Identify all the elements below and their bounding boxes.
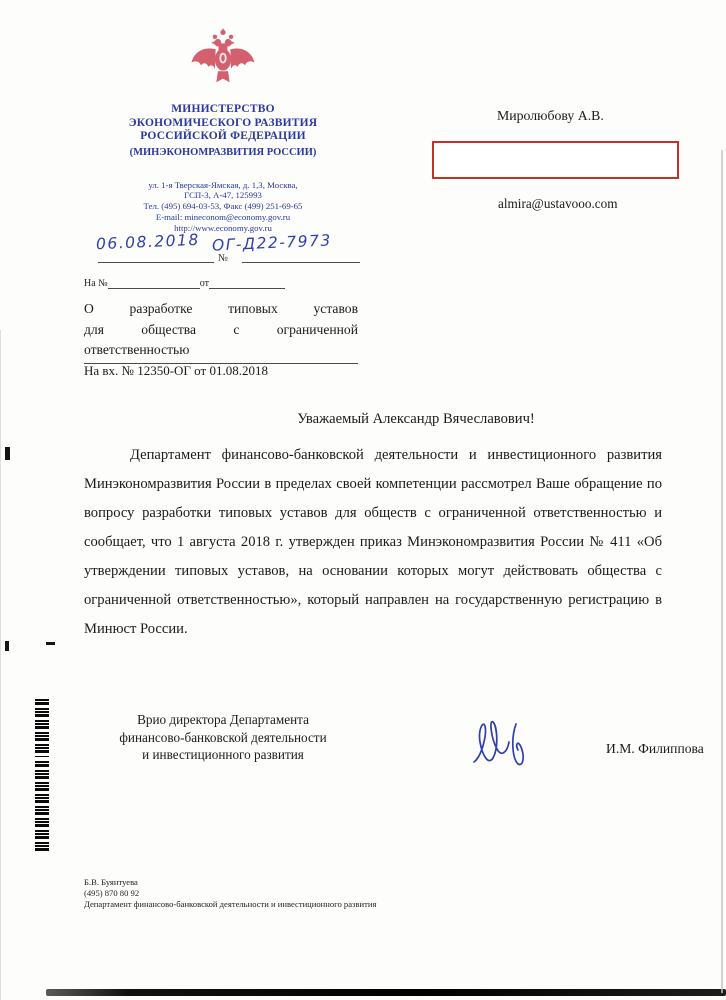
reference-number-row (84, 278, 362, 289)
scan-artifact (5, 641, 9, 651)
executor-phone: (495) 870 80 92 (84, 888, 140, 899)
scan-artifact (5, 447, 10, 460)
redaction-box (432, 141, 679, 179)
outgoing-number-row (84, 231, 362, 267)
subject-line: для общества с ограниченной (84, 321, 358, 337)
ministry-name-line: ЭКОНОМИЧЕСКОГО РАЗВИТИЯ (128, 116, 318, 129)
letter-body-paragraph: Департамент финансово-банковской деятельности и инвестиционного развития Минэкономразвития России в пределах своей компетенции рассмотрел Ваше обращение по вопросу разработки типовых уставов для обществ с ограниченной ответственностью и сообщает, что 1 августа 2018 г. утвержден приказ Минэкономразвития России № 411 «Об утверждении типовых уставов, на основании которых могут действовать общества с ограниченной ответственностью», который направлен на государственную регистрацию в Минюст России. (84, 447, 662, 637)
executor-name: Б.В. Буянтуева (84, 877, 138, 887)
subject-line: ответственностью (84, 342, 190, 357)
website-line: http://www.economy.gov.ru (174, 222, 272, 233)
ministry-name-line: РОССИЙСКОЙ ФЕДЕРАЦИИ (140, 130, 306, 142)
recipient-name: Миролюбову А.В. (497, 108, 604, 123)
number-sign: № (218, 253, 229, 265)
letterhead (84, 28, 362, 289)
handwritten-outgoing-number: ОГ-Д22-7973 (211, 231, 333, 256)
handwritten-signature (466, 716, 548, 780)
na-label: На № (84, 278, 108, 290)
ot-label: от (199, 278, 209, 290)
signer-title-line: и инвестиционного развития (142, 747, 304, 762)
date-rule-line (98, 262, 214, 263)
scan-edge-line (0, 330, 1, 1000)
signer-title-line: Врио директора Департамента (137, 712, 309, 727)
number-rule-line (242, 262, 360, 263)
executor-department: Департамент финансово-банковской деятельности и инвестиционного развития (84, 899, 377, 910)
na-blank-line (108, 279, 200, 289)
scan-artifact (46, 642, 55, 645)
salutation: Уважаемый Александр Вячеславович! (297, 411, 535, 427)
executor-footer (84, 877, 376, 911)
scan-barcode (35, 699, 49, 757)
subject-block (84, 299, 358, 364)
phone-fax-line: Тел. (495) 694-03-53, Факс (499) 251-69-65 (143, 201, 303, 212)
signer-title (92, 711, 354, 764)
scan-edge-line (721, 150, 723, 993)
address-line: ул. 1-я Тверская-Ямская, д. 1,3, Москва, (148, 179, 298, 190)
handwritten-date: 06.08.2018 (95, 231, 201, 254)
scan-edge-band (46, 989, 726, 996)
signer-name: И.М. Филиппова (606, 741, 704, 756)
subject-line: О разработке типовых уставов (84, 301, 358, 316)
ministry-address-block (84, 180, 362, 234)
ministry-name-line: МИНИСТЕРСТВО (171, 103, 275, 115)
incoming-reference: На вх. № 12350-ОГ от 01.08.2018 (84, 363, 268, 378)
ot-blank-line (209, 279, 285, 289)
scan-barcode (35, 761, 49, 854)
email-line: E-mail: mineconom@economy.gov.ru (155, 211, 291, 222)
coat-of-arms-icon (183, 28, 263, 94)
ministry-name (84, 103, 362, 144)
address-line: ГСП-3, А-47, 125993 (184, 190, 262, 201)
ministry-short-name: (МИНЭКОНОМРАЗВИТИЯ РОССИИ) (129, 146, 317, 158)
signer-title-line: финансово-банковской деятельности (119, 729, 327, 745)
recipient-email: almira@ustavooo.com (498, 196, 618, 211)
